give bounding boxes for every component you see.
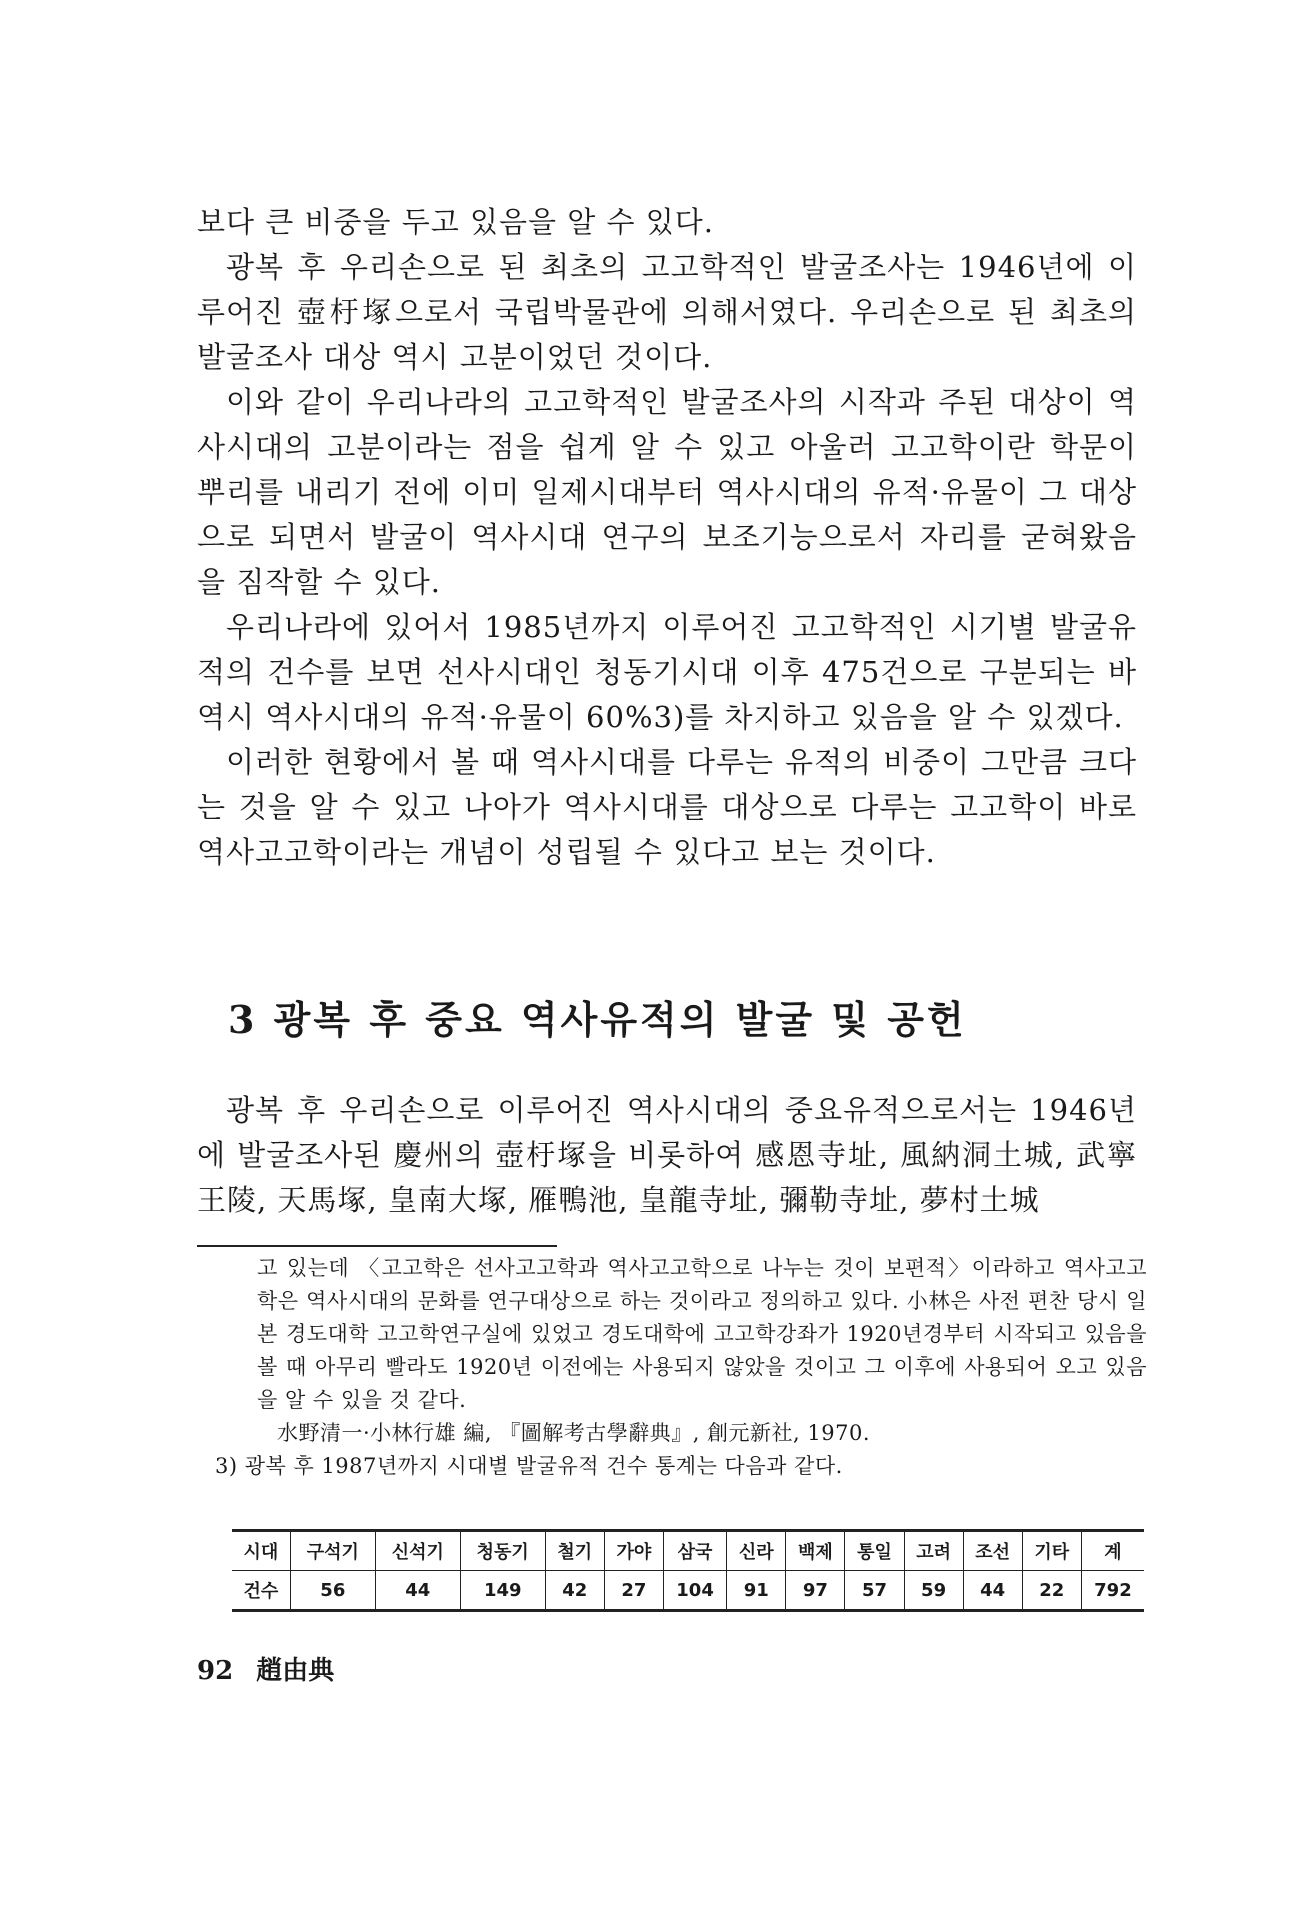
table-cell: 철기 <box>545 1531 604 1571</box>
footnote-2-citation: 水野清一·小林行雄 編, 『圖解考古學辭典』, 創元新社, 1970. <box>277 1421 871 1445</box>
row-header-period: 시대 <box>232 1531 290 1571</box>
table-row <box>232 1531 1144 1571</box>
table-cell: 신석기 <box>375 1531 460 1571</box>
row-header-count: 건수 <box>232 1571 290 1611</box>
section-body <box>197 1088 1137 1223</box>
table-cell: 57 <box>845 1571 904 1611</box>
table-cell: 백제 <box>786 1531 845 1571</box>
table-cell: 기타 <box>1022 1531 1081 1571</box>
paragraph: 보다 큰 비중을 두고 있음을 알 수 있다. <box>197 205 714 239</box>
paragraph: 이와 같이 우리나라의 고고학적인 발굴조사의 시작과 주된 대상이 역사시대의 고분이라는 점을 쉽게 알 수 있고 아울러 고고학이란 학문이 뿌리를 내리기 전에 이미 일제시대부터 역사시대의 유적·유물이 그 대상으로 되면서 발굴이 역사시대 연구의 보조기능으로서 자리를 굳혀왔음을 짐작할 수 있다. <box>197 385 1137 599</box>
table-cell: 계 <box>1081 1531 1144 1571</box>
table-cell: 44 <box>963 1571 1022 1611</box>
table-cell: 고려 <box>904 1531 963 1571</box>
section-heading: 3 광복 후 중요 역사유적의 발굴 및 공헌 <box>228 997 967 1042</box>
page-number: 92 <box>197 1656 234 1686</box>
footnotes <box>197 1252 1147 1483</box>
paragraph: 광복 후 우리손으로 된 최초의 고고학적인 발굴조사는 1946년에 이루어진 壺杅塚으로서 국립박물관에 의해서였다. 우리손으로 된 최초의 발굴조사 대상 역시 고분이었던 것이다. <box>197 250 1137 374</box>
paragraph: 광복 후 우리손으로 이루어진 역사시대의 중요유적으로서는 1946년에 발굴조사된 慶州의 壺杅塚을 비롯하여 感恩寺址, 風納洞土城, 武寧王陵, 天馬塚, 皇南大塚, 雁鴨池, 皇龍寺址, 彌勒寺址, 夢村土城 <box>197 1093 1137 1217</box>
page-footer <box>197 1650 348 1687</box>
body-text-block <box>197 200 1137 875</box>
table-cell: 신라 <box>727 1531 786 1571</box>
table-cell: 104 <box>663 1571 726 1611</box>
table-cell: 59 <box>904 1571 963 1611</box>
table-cell: 149 <box>460 1571 545 1611</box>
table-cell: 조선 <box>963 1531 1022 1571</box>
table-cell: 27 <box>604 1571 663 1611</box>
table-cell: 44 <box>375 1571 460 1611</box>
paragraph: 이러한 현황에서 볼 때 역사시대를 다루는 유적의 비중이 그만큼 크다는 것을 알 수 있고 나아가 역사시대를 대상으로 다루는 고고학이 바로 역사고고학이라는 개념이 성립될 수 있다고 보는 것이다. <box>197 745 1137 869</box>
footnote-3: 3) 광복 후 1987년까지 시대별 발굴유적 건수 통계는 다음과 같다. <box>215 1454 843 1478</box>
table-cell: 91 <box>727 1571 786 1611</box>
footnote-divider <box>197 1245 557 1247</box>
table-cell: 가야 <box>604 1531 663 1571</box>
table-cell: 청동기 <box>460 1531 545 1571</box>
excavation-stats-table <box>232 1529 1144 1612</box>
table-row <box>232 1571 1144 1611</box>
table-cell: 97 <box>786 1571 845 1611</box>
table-cell: 22 <box>1022 1571 1081 1611</box>
table-cell: 792 <box>1081 1571 1144 1611</box>
table-cell: 구석기 <box>290 1531 375 1571</box>
table-cell: 삼국 <box>663 1531 726 1571</box>
author-name: 趙由典 <box>256 1656 335 1686</box>
table-cell: 통일 <box>845 1531 904 1571</box>
table-cell: 42 <box>545 1571 604 1611</box>
paragraph: 우리나라에 있어서 1985년까지 이루어진 고고학적인 시기별 발굴유적의 건수를 보면 선사시대인 청동기시대 이후 475건으로 구분되는 바 역시 역사시대의 유적·유물이 60%3)를 차지하고 있음을 알 수 있겠다. <box>197 610 1137 734</box>
footnote-2-continuation: 고 있는데 〈고고학은 선사고고학과 역사고고학으로 나누는 것이 보편적〉이라하고 역사고고학은 역사시대의 문화를 연구대상으로 하는 것이라고 정의하고 있다. 小林은 사전 편찬 당시 일본 경도대학 고고학연구실에 있었고 경도대학에 고고학강좌가 1920년경부터 시작되고 있음을 볼 때 아무리 빨라도 1920년 이전에는 사용되지 않았을 것이고 그 이후에 사용되어 오고 있음을 알 수 있을 것 같다. <box>257 1256 1147 1412</box>
table-cell: 56 <box>290 1571 375 1611</box>
